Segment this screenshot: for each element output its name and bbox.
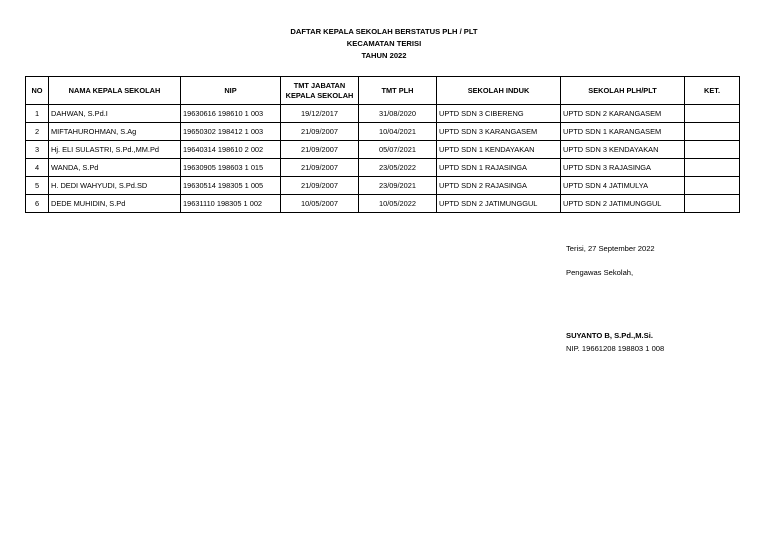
cell-no: 3 — [26, 141, 49, 159]
title-line-3: TAHUN 2022 — [361, 51, 407, 60]
cell-tmt-plh: 10/04/2021 — [359, 123, 437, 141]
cell-tmt-plh: 23/05/2022 — [359, 159, 437, 177]
cell-nama: H. DEDI WAHYUDI, S.Pd.SD — [49, 177, 181, 195]
table-row — [26, 177, 740, 195]
cell-no: 1 — [26, 105, 49, 123]
col-header-tmt-jabatan-line1: TMT JABATAN — [293, 80, 346, 90]
signature-nip: NIP. 19661208 198803 1 008 — [566, 344, 665, 353]
cell-nama: DAHWAN, S.Pd.I — [49, 105, 181, 123]
cell-no: 6 — [26, 195, 49, 213]
cell-sekolah-plh: UPTD SDN 3 RAJASINGA — [561, 159, 685, 177]
cell-no: 5 — [26, 177, 49, 195]
cell-tmt-plh: 10/05/2022 — [359, 195, 437, 213]
cell-sekolah-plh: UPTD SDN 1 KARANGASEM — [561, 123, 685, 141]
cell-sekolah-induk: UPTD SDN 3 CIBERENG — [437, 105, 561, 123]
cell-sekolah-plh: UPTD SDN 3 KENDAYAKAN — [561, 141, 685, 159]
cell-nama: WANDA, S.Pd — [49, 159, 181, 177]
table-row — [26, 195, 740, 213]
col-header-tmt-jabatan — [281, 77, 359, 105]
cell-tmt-jabatan: 21/09/2007 — [281, 177, 359, 195]
cell-tmt-jabatan: 21/09/2007 — [281, 123, 359, 141]
cell-sekolah-induk: UPTD SDN 2 JATIMUNGGUL — [437, 195, 561, 213]
cell-ket — [685, 177, 740, 195]
col-header-ket: KET. — [685, 77, 740, 105]
signature-place-date: Terisi, 27 September 2022 — [566, 244, 655, 253]
cell-nama: Hj. ELI SULASTRI, S.Pd.,MM.Pd — [49, 141, 181, 159]
table-row — [26, 123, 740, 141]
col-header-nip: NIP — [181, 77, 281, 105]
cell-ket — [685, 141, 740, 159]
cell-nip: 19640314 198610 2 002 — [181, 141, 281, 159]
cell-tmt-jabatan: 21/09/2007 — [281, 141, 359, 159]
cell-tmt-plh: 23/09/2021 — [359, 177, 437, 195]
table-row — [26, 159, 740, 177]
cell-nip: 19631110 198305 1 002 — [181, 195, 281, 213]
cell-nip: 19630905 198603 1 015 — [181, 159, 281, 177]
cell-ket — [685, 123, 740, 141]
cell-nip: 19630514 198305 1 005 — [181, 177, 281, 195]
title-line-1: DAFTAR KEPALA SEKOLAH BERSTATUS PLH / PLT — [290, 27, 478, 36]
col-header-tmt-jabatan-line2: KEPALA SEKOLAH — [285, 90, 354, 100]
col-header-sekolah-plh: SEKOLAH PLH/PLT — [561, 77, 685, 105]
principal-table — [25, 76, 740, 213]
cell-sekolah-plh: UPTD SDN 2 KARANGASEM — [561, 105, 685, 123]
cell-tmt-plh: 05/07/2021 — [359, 141, 437, 159]
cell-no: 4 — [26, 159, 49, 177]
cell-sekolah-plh: UPTD SDN 4 JATIMULYA — [561, 177, 685, 195]
signature-name: SUYANTO B, S.Pd.,M.Si. — [566, 331, 653, 340]
cell-sekolah-induk: UPTD SDN 1 RAJASINGA — [437, 159, 561, 177]
table-header-row — [26, 77, 740, 105]
document-title — [0, 26, 768, 62]
cell-nip: 19630616 198610 1 003 — [181, 105, 281, 123]
cell-no: 2 — [26, 123, 49, 141]
table-row — [26, 105, 740, 123]
cell-nama: DEDE MUHIDIN, S.Pd — [49, 195, 181, 213]
signature-role: Pengawas Sekolah, — [566, 268, 634, 277]
cell-tmt-jabatan: 19/12/2017 — [281, 105, 359, 123]
col-header-tmt-plh: TMT PLH — [359, 77, 437, 105]
cell-sekolah-induk: UPTD SDN 1 KENDAYAKAN — [437, 141, 561, 159]
cell-tmt-jabatan: 21/09/2007 — [281, 159, 359, 177]
col-header-nama: NAMA KEPALA SEKOLAH — [49, 77, 181, 105]
cell-ket — [685, 159, 740, 177]
cell-nip: 19650302 198412 1 003 — [181, 123, 281, 141]
col-header-no: NO — [26, 77, 49, 105]
col-header-sekolah-induk: SEKOLAH INDUK — [437, 77, 561, 105]
table-row — [26, 141, 740, 159]
cell-sekolah-induk: UPTD SDN 2 RAJASINGA — [437, 177, 561, 195]
cell-ket — [685, 105, 740, 123]
cell-ket — [685, 195, 740, 213]
cell-sekolah-plh: UPTD SDN 2 JATIMUNGGUL — [561, 195, 685, 213]
cell-sekolah-induk: UPTD SDN 3 KARANGASEM — [437, 123, 561, 141]
title-line-2: KECAMATAN TERISI — [346, 39, 422, 48]
cell-nama: MIFTAHUROHMAN, S.Ag — [49, 123, 181, 141]
cell-tmt-plh: 31/08/2020 — [359, 105, 437, 123]
cell-tmt-jabatan: 10/05/2007 — [281, 195, 359, 213]
